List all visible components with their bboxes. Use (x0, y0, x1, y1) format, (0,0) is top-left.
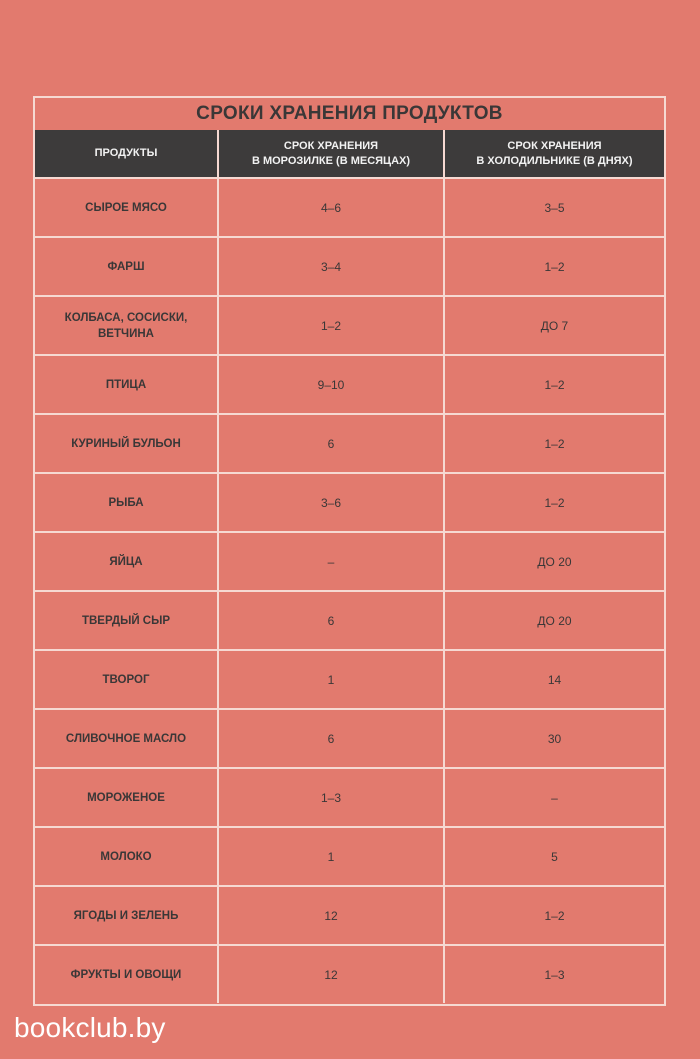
table-row (35, 354, 664, 413)
freezer-cell: 1–2 (217, 297, 443, 354)
fridge-cell: 1–2 (443, 356, 664, 413)
freezer-cell: 12 (217, 887, 443, 944)
fridge-cell: 5 (443, 828, 664, 885)
product-cell: КОЛБАСА, СОСИСКИ, ВЕТЧИНА (64, 311, 188, 340)
fridge-cell: ДО 20 (443, 592, 664, 649)
product-cell: РЫБА (108, 496, 144, 509)
product-cell: СЫРОЕ МЯСО (85, 201, 167, 214)
fridge-cell: 30 (443, 710, 664, 767)
fridge-cell: 14 (443, 651, 664, 708)
column-header-fridge: СРОК ХРАНЕНИЯ В ХОЛОДИЛЬНИКЕ (В ДНЯХ) (443, 130, 664, 177)
table-row (35, 826, 664, 885)
freezer-cell: 1 (217, 651, 443, 708)
freezer-cell: 9–10 (217, 356, 443, 413)
freezer-cell: 6 (217, 415, 443, 472)
table-row (35, 413, 664, 472)
table-row (35, 708, 664, 767)
freezer-cell: 6 (217, 592, 443, 649)
table-row (35, 649, 664, 708)
product-cell: МОРОЖЕНОЕ (87, 791, 165, 804)
freezer-cell: 3–6 (217, 474, 443, 531)
table-row (35, 236, 664, 295)
fridge-cell: 1–2 (443, 474, 664, 531)
table-body (35, 177, 664, 1003)
freezer-cell: 1–3 (217, 769, 443, 826)
storage-table (33, 96, 666, 1006)
freezer-cell: 6 (217, 710, 443, 767)
table-header (35, 130, 664, 177)
freezer-cell: 4–6 (217, 179, 443, 236)
product-cell: ЯЙЦА (109, 555, 143, 568)
column-header-products: ПРОДУКТЫ (94, 147, 158, 159)
freezer-cell: – (217, 533, 443, 590)
product-cell: ТВЕРДЫЙ СЫР (81, 614, 171, 627)
product-cell: ПТИЦА (105, 378, 147, 391)
fridge-cell: 1–2 (443, 887, 664, 944)
fridge-cell: ДО 20 (443, 533, 664, 590)
product-cell: ФАРШ (107, 260, 145, 273)
product-cell: КУРИНЫЙ БУЛЬОН (71, 437, 181, 450)
table-row (35, 767, 664, 826)
table-title: СРОКИ ХРАНЕНИЯ ПРОДУКТОВ (196, 103, 503, 124)
table-row (35, 295, 664, 354)
column-header-freezer: СРОК ХРАНЕНИЯ В МОРОЗИЛКЕ (В МЕСЯЦАХ) (217, 130, 443, 177)
table-row (35, 177, 664, 236)
table-row (35, 531, 664, 590)
freezer-cell: 12 (217, 946, 443, 1003)
fridge-cell: 1–2 (443, 238, 664, 295)
product-cell: ЯГОДЫ И ЗЕЛЕНЬ (73, 909, 179, 922)
product-cell: СЛИВОЧНОЕ МАСЛО (65, 732, 187, 745)
freezer-cell: 1 (217, 828, 443, 885)
fridge-cell: 1–3 (443, 946, 664, 1003)
fridge-cell: 3–5 (443, 179, 664, 236)
product-cell: МОЛОКО (100, 850, 152, 863)
watermark-text: bookclub.by (14, 1012, 166, 1043)
freezer-cell: 3–4 (217, 238, 443, 295)
table-row (35, 472, 664, 531)
product-cell: ТВОРОГ (102, 673, 150, 686)
product-cell: ФРУКТЫ И ОВОЩИ (70, 968, 182, 981)
table-row (35, 885, 664, 944)
fridge-cell: – (443, 769, 664, 826)
fridge-cell: ДО 7 (443, 297, 664, 354)
table-row (35, 944, 664, 1003)
table-row (35, 590, 664, 649)
fridge-cell: 1–2 (443, 415, 664, 472)
